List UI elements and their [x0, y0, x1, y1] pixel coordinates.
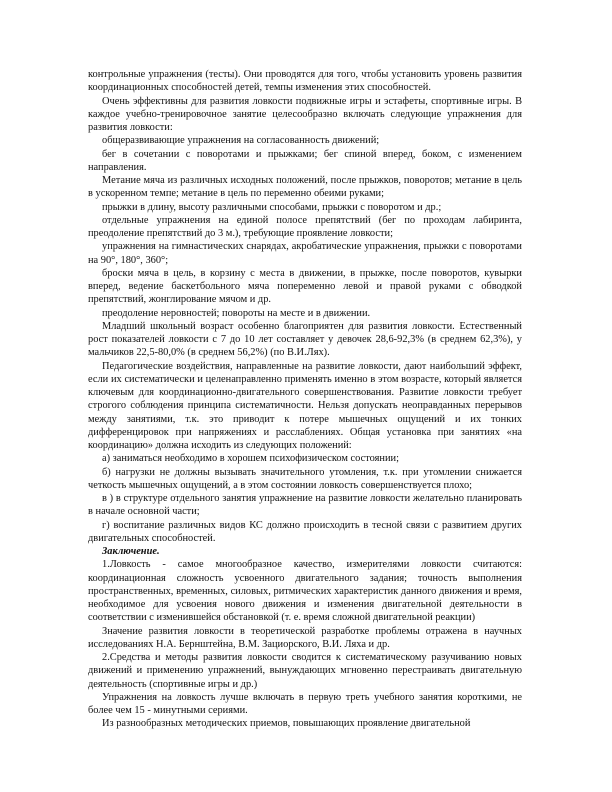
paragraph-tests-intro: контрольные упражнения (тесты). Они проводятся для того, чтобы установить уровень развития координационных способностей детей, темпы изменения этих способностей. [88, 69, 522, 94]
paragraph-effective-games: Очень эффективны для развития ловкости подвижные игры и эстафеты, спортивные игры. В каждое учебно-тренировочное занятие целесообразно включать следующие упражнения для развития ловкости: [88, 95, 522, 133]
list-item-running: бег в сочетании с поворотами и прыжками; бег спиной вперед, боком, с изменением направления. [88, 148, 522, 173]
list-item-uneven-terrain: преодоление неровностей; повороты на месте и в движении. [102, 307, 371, 319]
paragraph-school-age: Младший школьный возраст особенно благоприятен для развития ловкости. Естественный рост показателей ловкости с 7 до 10 лет составляет у девочек 28,6-92,3% (в среднем 62,3%), у мальчиков 22,5-80,0% (в среднем 56,2%) (по В.И.Лях). [88, 320, 522, 359]
list-item-general-exercises: общеразвивающие упражнения на согласованность движений; [102, 135, 380, 147]
paragraph-conclusion-1: 1.Ловкость - самое многообразное качество, измерителями ловкости считаются: координационная сложность усвоенного двигательного задания; точность выполнения пространственных, временных, силовых, ритмических характеристик данного движения и время, необходимое для усвоения нового движения и изменения двигательной деятельности в соответствии с изменившейся обстановкой (т. е. время сложной двигательной реакции) [88, 559, 522, 624]
paragraph-research-references: Значение развития ловкости в теоретической разработке проблемы отражена в научных исследованиях Н.А. Бернштейна, В.М. Зациорского, В.И. Ляха и др. [88, 625, 522, 650]
section-heading-conclusion: Заключение. [102, 546, 160, 557]
list-item-b: б) нагрузки не должны вызывать значительного утомления, т.к. при утомлении снижается четкость мышечных ощущений, а в этом состоянии ловкость совершенствуется плохо; [88, 466, 522, 491]
list-item-obstacle-course: отдельные упражнения на единой полосе препятствий (бег по проходам лабиринта, преодоление препятствий до 3 м.), требующие проявление ловкости; [88, 214, 522, 239]
list-item-gymnastics: упражнения на гимнастических снарядах, акробатические упражнения, прыжки с поворотами на 90°, 180°, 360°; [88, 241, 522, 266]
paragraph-methodical-techniques: Из разнообразных методических приемов, повышающих проявление двигательной [102, 718, 471, 730]
list-item-jumps: прыжки в длину, высоту различными способами, прыжки с поворотом и др.; [102, 201, 442, 213]
document-page [88, 68, 522, 731]
list-item-ball-throwing: Метание мяча из различных исходных положений, после прыжков, поворотов; метание в цель в ускоренном темпе; метание в цель по переменно обеими руками; [88, 175, 522, 200]
list-item-d: г) воспитание различных видов КС должно происходить в тесной связи с развитием других двигательных способностей. [88, 519, 522, 544]
paragraph-pedagogical-impact: Педагогические воздействия, направленные на развитие ловкости, дают наибольший эффект, если их систематически и целенаправленно применять именно в этом возрасте, который является ключевым для координационно-двигательного совершенствования. Развитие ловкости требует строгого соблюдения принципа систематичности. Нельзя допускать неоправданных перерывов между занятиями, т.к. это приводит к потере мышечных ощущений и их тонких дифференцировок при напряжениях и расслаблениях. Общая установка при занятиях «на координацию» должна исходить из следующих положений: [88, 360, 522, 451]
list-item-ball-drills: броски мяча в цель, в корзину с места в движении, в прыжке, после поворотов, кувырки вперед, ведение баскетбольного мяча попеременно левой и правой руками с обводкой препятствий, жонглирование мячом и др. [88, 267, 522, 306]
paragraph-conclusion-2: 2.Средства и методы развития ловкости сводится к систематическому разучиванию новых движений и применению упражнений, вынуждающих мгновенно перестраивать двигательную деятельность (спортивные игры и др.) [88, 652, 522, 690]
list-item-c: в ) в структуре отдельного занятия упражнение на развитие ловкости желательно планировать в начале основной части; [88, 493, 522, 518]
list-item-a: а) заниматься необходимо в хорошем психофизическом состоянии; [102, 453, 399, 465]
paragraph-exercise-timing: Упражнения на ловкость лучше включать в первую треть учебного занятия короткими, не более чем 15 - минутными сериями. [88, 691, 522, 716]
